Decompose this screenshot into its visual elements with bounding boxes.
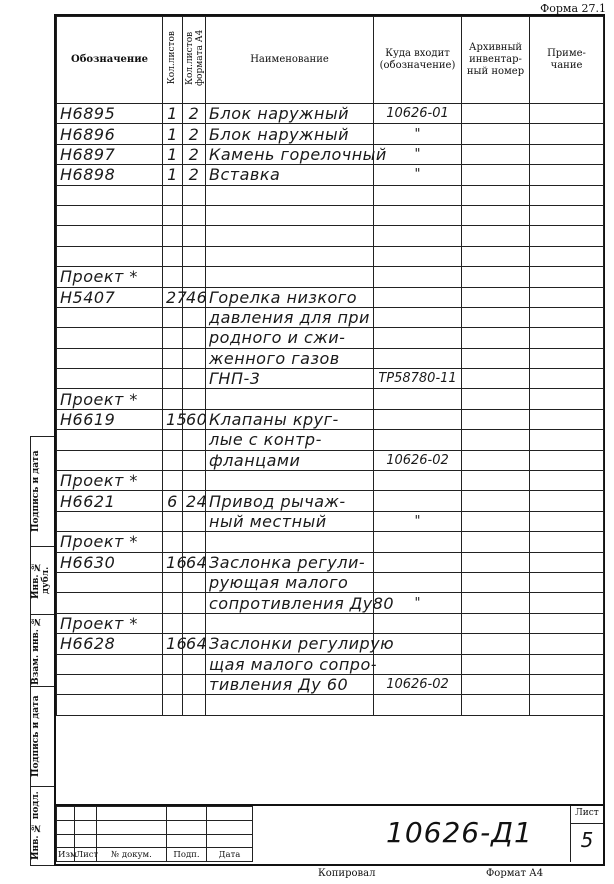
cell-archive-no: [462, 491, 530, 511]
cell-archive-no: [462, 409, 530, 429]
cell-sheets: [163, 674, 183, 694]
cell-designation: [57, 328, 163, 348]
table-row: [57, 328, 604, 348]
cell-note: [530, 104, 604, 124]
cell-note: [530, 185, 604, 205]
cell-where-used: [374, 572, 462, 592]
cell-name: [206, 471, 374, 491]
cell-designation: [57, 511, 163, 531]
cell-a4: [183, 532, 206, 552]
cell-sheets: [163, 267, 183, 287]
cell-where-used: 10626-02: [374, 674, 462, 694]
cell-sheets: 15: [163, 409, 183, 429]
cell-name: ГНП-3: [206, 369, 374, 389]
table-row: [57, 572, 604, 592]
revision-labels-row: [57, 848, 253, 862]
cell-note: [530, 491, 604, 511]
cell-a4: [183, 389, 206, 409]
cell-sheets: [163, 185, 183, 205]
cell-archive-no: [462, 674, 530, 694]
cell-sheets: [163, 369, 183, 389]
cell-where-used: 10626-01: [374, 104, 462, 124]
cell-a4: [183, 348, 206, 368]
table-row: [57, 450, 604, 470]
cell-designation: Н6619: [57, 409, 163, 429]
cell-name: Горелка низкого: [206, 287, 374, 307]
cell-note: [530, 389, 604, 409]
cell-designation: Н6895: [57, 104, 163, 124]
document-code: 10626-Д1: [386, 816, 533, 849]
cell-where-used: [374, 389, 462, 409]
cell-where-used: [374, 409, 462, 429]
cell-designation: Н6630: [57, 552, 163, 572]
cell-a4: [183, 328, 206, 348]
header-archive-no: Архивный инвентар-ный номер: [462, 17, 530, 104]
cell-sheets: [163, 307, 183, 327]
cell-designation: [57, 674, 163, 694]
cell-where-used: [374, 532, 462, 552]
cell-where-used: ": [374, 165, 462, 185]
cell-note: [530, 511, 604, 531]
cell-sheets: 6: [163, 491, 183, 511]
label-doc-no: № докум.: [97, 848, 167, 862]
table-header-row: [57, 17, 604, 104]
table-row: [57, 369, 604, 389]
table-row: [57, 430, 604, 450]
cell-designation: [57, 348, 163, 368]
cell-a4: [183, 205, 206, 225]
side-cell-signature-bottom: Подпись и дата: [31, 687, 55, 787]
cell-a4: 2: [183, 104, 206, 124]
cell-a4: [183, 572, 206, 592]
cell-designation: [57, 695, 163, 715]
cell-where-used: [374, 328, 462, 348]
label-date: Дата: [207, 848, 253, 862]
cell-name: Блок наружный: [206, 104, 374, 124]
cell-archive-no: [462, 572, 530, 592]
cell-designation: Н6621: [57, 491, 163, 511]
spec-table: [56, 16, 604, 716]
cell-where-used: [374, 430, 462, 450]
cell-designation: [57, 226, 163, 246]
cell-note: [530, 205, 604, 225]
cell-where-used: ТР58780-11: [374, 369, 462, 389]
cell-archive-no: [462, 613, 530, 633]
cell-name: сопротивления Ду80: [206, 593, 374, 613]
cell-where-used: [374, 185, 462, 205]
cell-note: [530, 307, 604, 327]
table-row: [57, 593, 604, 613]
cell-sheets: [163, 389, 183, 409]
cell-note: [530, 695, 604, 715]
cell-sheets: [163, 471, 183, 491]
cell-a4: 64: [183, 634, 206, 654]
cell-a4: 2: [183, 144, 206, 164]
cell-name: [206, 226, 374, 246]
cell-where-used: [374, 695, 462, 715]
cell-a4: [183, 369, 206, 389]
cell-designation: Н6898: [57, 165, 163, 185]
cell-name: Заслонка регули-: [206, 552, 374, 572]
cell-note: [530, 246, 604, 266]
cell-archive-no: [462, 165, 530, 185]
cell-note: [530, 552, 604, 572]
table-row: [57, 674, 604, 694]
cell-note: [530, 348, 604, 368]
table-row: [57, 654, 604, 674]
cell-where-used: [374, 226, 462, 246]
cell-note: [530, 369, 604, 389]
cell-archive-no: [462, 552, 530, 572]
cell-name: [206, 389, 374, 409]
cell-note: [530, 328, 604, 348]
cell-sheets: [163, 511, 183, 531]
table-row: [57, 532, 604, 552]
table-row: [57, 511, 604, 531]
cell-sheets: 1: [163, 124, 183, 144]
cell-note: [530, 144, 604, 164]
cell-name: Блок наружный: [206, 124, 374, 144]
cell-sheets: [163, 450, 183, 470]
cell-name: [206, 613, 374, 633]
table-row: [57, 389, 604, 409]
cell-archive-no: [462, 430, 530, 450]
cell-designation: [57, 205, 163, 225]
cell-a4: [183, 430, 206, 450]
cell-where-used: [374, 348, 462, 368]
cell-a4: [183, 450, 206, 470]
header-sheets-count: Кол.листов: [163, 17, 183, 104]
cell-archive-no: [462, 104, 530, 124]
cell-name: Камень горелочный: [206, 144, 374, 164]
cell-a4: 24: [183, 491, 206, 511]
cell-name: Заслонки регулирую: [206, 634, 374, 654]
cell-sheets: [163, 695, 183, 715]
header-note: Приме-чание: [530, 17, 604, 104]
sheet-box: [570, 806, 603, 862]
label-signature: Подп.: [167, 848, 207, 862]
cell-note: [530, 409, 604, 429]
table-row: [57, 267, 604, 287]
table-row: [57, 246, 604, 266]
cell-where-used: ": [374, 144, 462, 164]
cell-name: рующая малого: [206, 572, 374, 592]
cell-a4: [183, 593, 206, 613]
cell-a4: [183, 654, 206, 674]
cell-sheets: [163, 205, 183, 225]
cell-archive-no: [462, 695, 530, 715]
cell-a4: [183, 226, 206, 246]
cell-where-used: [374, 287, 462, 307]
side-cell-dup-inv: Инв. № дубл.: [31, 547, 55, 615]
cell-name: Клапаны круг-: [206, 409, 374, 429]
cell-sheets: [163, 328, 183, 348]
cell-sheets: [163, 532, 183, 552]
cell-a4: [183, 185, 206, 205]
cell-name: давления для при: [206, 307, 374, 327]
cell-archive-no: [462, 634, 530, 654]
cell-name: Привод рычаж-: [206, 491, 374, 511]
cell-name: Вставка: [206, 165, 374, 185]
side-cell-replace-inv: Взам. инв. №: [31, 615, 55, 687]
cell-a4: 60: [183, 409, 206, 429]
cell-where-used: [374, 552, 462, 572]
form-label: Форма 27.1: [540, 2, 606, 15]
cell-designation: Н6896: [57, 124, 163, 144]
cell-name: лые с контр-: [206, 430, 374, 450]
cell-archive-no: [462, 348, 530, 368]
table-row: [57, 552, 604, 572]
table-row: [57, 695, 604, 715]
cell-archive-no: [462, 369, 530, 389]
cell-name: ный местный: [206, 511, 374, 531]
table-row: [57, 307, 604, 327]
cell-name: [206, 695, 374, 715]
cell-a4: [183, 246, 206, 266]
cell-designation: [57, 246, 163, 266]
cell-a4: [183, 674, 206, 694]
cell-note: [530, 165, 604, 185]
table-row: [57, 226, 604, 246]
cell-name: тивления Ду 60: [206, 674, 374, 694]
cell-designation: Н5407: [57, 287, 163, 307]
footer-format: Формат А4: [486, 868, 544, 879]
cell-archive-no: [462, 389, 530, 409]
cell-designation: [57, 369, 163, 389]
cell-archive-no: [462, 593, 530, 613]
cell-designation: Проект *: [57, 532, 163, 552]
cell-designation: Н6897: [57, 144, 163, 164]
title-block: [56, 804, 603, 864]
cell-note: [530, 124, 604, 144]
footer-copied: Копировал: [318, 868, 376, 879]
cell-where-used: 10626-02: [374, 450, 462, 470]
table-row: [57, 165, 604, 185]
table-row: [57, 348, 604, 368]
cell-where-used: [374, 267, 462, 287]
cell-archive-no: [462, 450, 530, 470]
cell-archive-no: [462, 307, 530, 327]
cell-designation: [57, 430, 163, 450]
cell-a4: 46: [183, 287, 206, 307]
cell-note: [530, 674, 604, 694]
label-sheet: Лист: [76, 849, 99, 860]
cell-where-used: [374, 471, 462, 491]
table-row: [57, 124, 604, 144]
cell-note: [530, 287, 604, 307]
sheet-number: 5: [580, 828, 594, 852]
cell-note: [530, 267, 604, 287]
header-name: Наименование: [206, 17, 374, 104]
cell-name: [206, 246, 374, 266]
cell-name: [206, 205, 374, 225]
cell-designation: [57, 572, 163, 592]
cell-name: щая малого сопро-: [206, 654, 374, 674]
table-row: [57, 409, 604, 429]
cell-a4: [183, 471, 206, 491]
cell-where-used: ": [374, 593, 462, 613]
header-a4-count: Кол.листов формата А4: [183, 17, 206, 104]
cell-where-used: ": [374, 511, 462, 531]
cell-archive-no: [462, 144, 530, 164]
cell-note: [530, 471, 604, 491]
cell-where-used: [374, 205, 462, 225]
header-where-used: Куда входит (обозначение): [374, 17, 462, 104]
cell-name: [206, 267, 374, 287]
header-designation: Обозначение: [57, 17, 163, 104]
cell-note: [530, 613, 604, 633]
cell-archive-no: [462, 511, 530, 531]
cell-sheets: 1: [163, 144, 183, 164]
document-frame: [54, 14, 605, 866]
cell-sheets: [163, 572, 183, 592]
cell-a4: [183, 511, 206, 531]
cell-a4: 64: [183, 552, 206, 572]
cell-note: [530, 593, 604, 613]
cell-where-used: [374, 654, 462, 674]
cell-name: женного газов: [206, 348, 374, 368]
cell-sheets: [163, 246, 183, 266]
cell-a4: [183, 695, 206, 715]
cell-sheets: 1: [163, 104, 183, 124]
table-row: [57, 471, 604, 491]
cell-note: [530, 654, 604, 674]
table-row: [57, 104, 604, 124]
cell-sheets: [163, 226, 183, 246]
cell-designation: [57, 593, 163, 613]
cell-note: [530, 226, 604, 246]
cell-archive-no: [462, 124, 530, 144]
cell-sheets: [163, 613, 183, 633]
cell-archive-no: [462, 226, 530, 246]
cell-archive-no: [462, 471, 530, 491]
table-row: [57, 185, 604, 205]
label-change: Изм: [58, 849, 77, 860]
cell-archive-no: [462, 654, 530, 674]
cell-sheets: [163, 654, 183, 674]
cell-designation: [57, 450, 163, 470]
side-strip: [30, 436, 54, 866]
cell-archive-no: [462, 267, 530, 287]
cell-sheets: [163, 430, 183, 450]
table-row: [57, 613, 604, 633]
cell-a4: [183, 307, 206, 327]
table-row: [57, 144, 604, 164]
cell-note: [530, 430, 604, 450]
cell-archive-no: [462, 205, 530, 225]
cell-where-used: [374, 491, 462, 511]
cell-where-used: ": [374, 124, 462, 144]
table-row: [57, 205, 604, 225]
cell-a4: [183, 613, 206, 633]
cell-archive-no: [462, 287, 530, 307]
cell-where-used: [374, 613, 462, 633]
cell-sheets: 16: [163, 552, 183, 572]
revision-table: [56, 806, 253, 862]
cell-sheets: 1: [163, 165, 183, 185]
cell-designation: Проект *: [57, 389, 163, 409]
cell-a4: [183, 267, 206, 287]
cell-note: [530, 572, 604, 592]
cell-where-used: [374, 307, 462, 327]
cell-name: родного и сжи-: [206, 328, 374, 348]
cell-archive-no: [462, 246, 530, 266]
cell-sheets: 27: [163, 287, 183, 307]
cell-archive-no: [462, 185, 530, 205]
cell-designation: Проект *: [57, 471, 163, 491]
cell-note: [530, 634, 604, 654]
cell-designation: Проект *: [57, 613, 163, 633]
cell-designation: Проект *: [57, 267, 163, 287]
table-row: [57, 634, 604, 654]
cell-designation: [57, 307, 163, 327]
cell-designation: [57, 185, 163, 205]
table-row: [57, 287, 604, 307]
cell-name: [206, 532, 374, 552]
cell-designation: Н6628: [57, 634, 163, 654]
cell-sheets: 16: [163, 634, 183, 654]
cell-archive-no: [462, 328, 530, 348]
cell-name: [206, 185, 374, 205]
table-row: [57, 491, 604, 511]
cell-where-used: [374, 246, 462, 266]
cell-archive-no: [462, 532, 530, 552]
cell-sheets: [163, 593, 183, 613]
cell-designation: [57, 654, 163, 674]
side-cell-orig-inv: Инв. № подл.: [31, 791, 41, 861]
side-cell-signature-top: Подпись и дата: [31, 437, 55, 547]
cell-sheets: [163, 348, 183, 368]
cell-a4: 2: [183, 165, 206, 185]
cell-a4: 2: [183, 124, 206, 144]
cell-name: фланцами: [206, 450, 374, 470]
cell-note: [530, 450, 604, 470]
cell-note: [530, 532, 604, 552]
sheet-label: Лист: [571, 808, 603, 824]
